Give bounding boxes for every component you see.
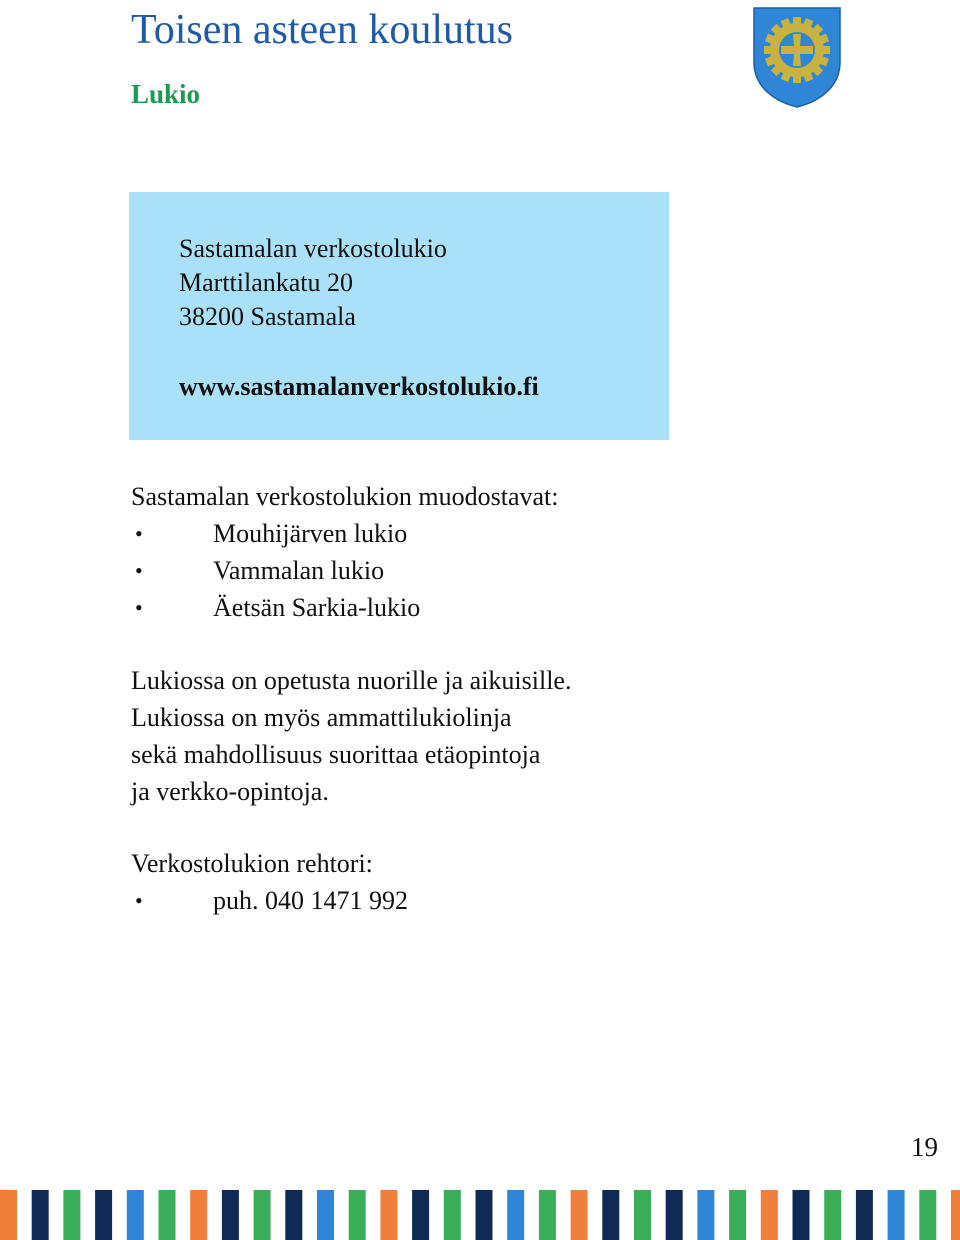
footer-stripe-navy <box>602 1190 619 1240</box>
website-link[interactable]: www.sastamalanverkostolukio.fi <box>179 372 539 401</box>
footer-stripe-blue <box>317 1190 334 1240</box>
footer-stripe-blue <box>507 1190 524 1240</box>
footer-stripe-navy <box>856 1190 873 1240</box>
footer-stripe-green <box>63 1190 80 1240</box>
coat-of-arms-icon <box>752 6 842 108</box>
description-line: Lukiossa on myös ammattilukiolinja <box>131 703 512 732</box>
footer-stripe-band <box>0 1190 960 1240</box>
list-item: • Vammalan lukio <box>131 552 559 589</box>
footer-stripe-navy <box>412 1190 429 1240</box>
description-section <box>131 662 571 810</box>
principal-contact-list <box>131 882 408 919</box>
footer-stripe-blue <box>127 1190 144 1240</box>
footer-stripe-green <box>349 1190 366 1240</box>
list-item: • Äetsän Sarkia-lukio <box>131 589 559 626</box>
footer-stripe-green <box>444 1190 461 1240</box>
description-line: sekä mahdollisuus suorittaa etäopintoja <box>131 740 541 769</box>
footer-stripe-blue <box>888 1190 905 1240</box>
footer-stripe-green <box>824 1190 841 1240</box>
footer-stripe-navy <box>32 1190 49 1240</box>
section-subtitle: Lukio <box>131 79 201 109</box>
page-number: 19 <box>911 1132 938 1162</box>
footer-stripe-orange <box>190 1190 207 1240</box>
footer-stripe-navy <box>222 1190 239 1240</box>
footer-stripe-navy <box>666 1190 683 1240</box>
footer-stripe-navy <box>793 1190 810 1240</box>
footer-stripe-orange <box>0 1190 17 1240</box>
footer-stripe-blue <box>697 1190 714 1240</box>
principal-section <box>131 845 408 919</box>
street-address: Marttilankatu 20 <box>179 268 354 297</box>
page-title: Toisen asteen koulutus <box>131 7 513 53</box>
footer-stripe-green <box>634 1190 651 1240</box>
description-line: Lukiossa on opetusta nuorille ja aikuisille. <box>131 666 572 695</box>
list-item: • Mouhijärven lukio <box>131 515 559 552</box>
description-line: ja verkko-opintoja. <box>131 777 329 806</box>
school-list <box>131 515 559 626</box>
footer-stripe-orange <box>761 1190 778 1240</box>
crest-gear <box>764 17 830 83</box>
footer-stripe-orange <box>571 1190 588 1240</box>
footer-stripe-green <box>254 1190 271 1240</box>
footer-stripe-green <box>919 1190 936 1240</box>
footer-stripe-green <box>159 1190 176 1240</box>
footer-stripe-green <box>729 1190 746 1240</box>
footer-stripe-orange <box>380 1190 397 1240</box>
footer-stripe-navy <box>95 1190 112 1240</box>
footer-stripe-navy <box>476 1190 493 1240</box>
principal-phone: • puh. 040 1471 992 <box>131 882 408 919</box>
contact-info-box <box>129 192 669 440</box>
footer-stripe-green <box>539 1190 556 1240</box>
postal-address: 38200 Sastamala <box>179 302 356 331</box>
footer-stripe-navy <box>285 1190 302 1240</box>
composition-intro: Sastamalan verkostolukion muodostavat: <box>131 482 559 511</box>
footer-stripe-orange <box>951 1190 960 1240</box>
composition-section <box>131 478 559 626</box>
principal-label: Verkostolukion rehtori: <box>131 849 373 878</box>
school-name: Sastamalan verkostolukio <box>179 234 447 263</box>
